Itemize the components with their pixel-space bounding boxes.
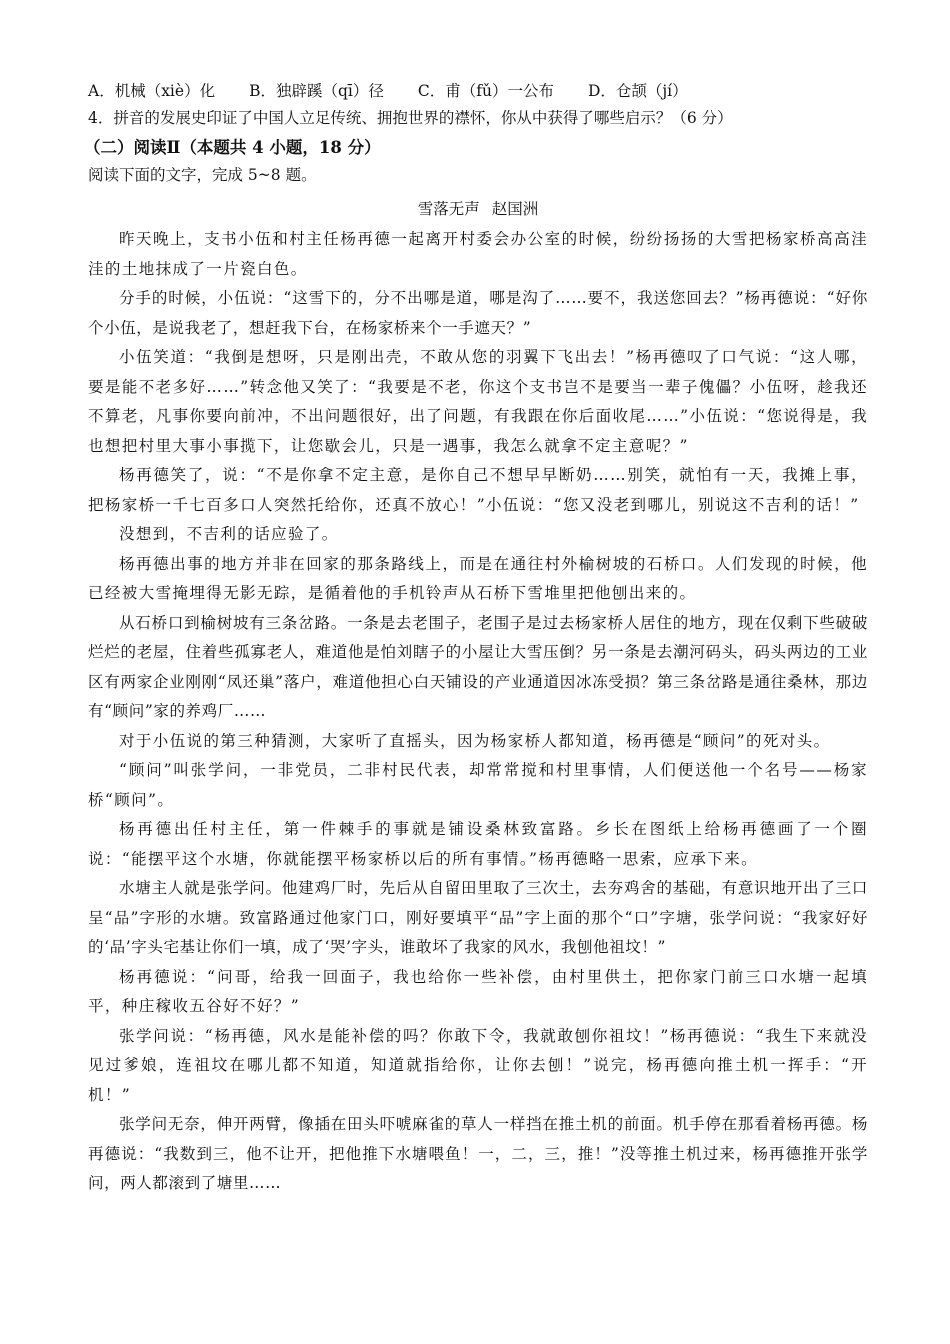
story-paragraph: 杨再德出任村主任，第一件棘手的事就是铺设桑林致富路。乡长在图纸上给杨再德画了一个圈说：“能摆平这个水塘，你就能摆平杨家桥以后的所有事情。”杨再德略一思索，应承下来。 — [88, 820, 868, 868]
story-paragraph: 分手的时候，小伍说：“这雪下的，分不出哪是道，哪是沟了……要不，我送您回去？”杨再德说：“好你个小伍，是说我老了，想赶我下台，在杨家桥来个一手遮天？” — [88, 289, 868, 337]
answer-options — [88, 78, 868, 105]
story-paragraph: 水塘主人就是张学问。他建鸡厂时，先后从自留田里取了三次土，去夯鸡舍的基础，有意识地开出了三口呈“品”字形的水塘。致富路通过他家门口，刚好要填平“品”字上面的那个“口”字塘，张学问说：“我家好好的‘品’字头宅基让你们一填，成了‘哭’字头，谁敢坏了我家的风水，我刨他祖坟！” — [88, 879, 868, 956]
story-paragraph: 张学问无奈，伸开两臂，像插在田头吓唬麻雀的草人一样挡在推土机的前面。机手停在那看着杨再德。杨再德说：“我数到三，他不让开，把他推下水塘喂鱼！一，二，三，推！”没等推土机过来，杨再德推开张学问，两人都滚到了塘里…… — [88, 1115, 868, 1192]
option-c: C．甫（fǔ）一公布 — [417, 82, 554, 100]
story-paragraph: 对于小伍说的第三种猜测，大家听了直摇头，因为杨家桥人都知道，杨再德是“顾问”的死对头。 — [119, 731, 831, 750]
exam-page — [84, 78, 868, 1199]
story-paragraph: 昨天晚上，支书小伍和村主任杨再德一起离开村委会办公室的时候，纷纷扬扬的大雪把杨家桥高高洼洼的土地抹成了一片瓷白色。 — [88, 230, 868, 278]
story-body — [88, 225, 868, 1199]
story-paragraph: 杨再德说：“问哥，给我一回面子，我也给你一些补偿，由村里供土，把你家门前三口水塘一起填平，种庄稼收五谷好不好？” — [88, 967, 868, 1015]
reading-instruction: 阅读下面的文字，完成 5~8 题。 — [88, 166, 317, 184]
story-paragraph: 张学问说：“杨再德，风水是能补偿的吗？你敢下令，我就敢刨你祖坟！”杨再德说：“我生下来就没见过爹娘，连祖坟在哪儿都不知道，知道就指给你，让你去刨！”说完，杨再德向推土机一挥手：“开机！” — [88, 1026, 868, 1104]
option-b: B．独辟蹊（qī）径 — [249, 82, 384, 100]
story-author: 赵国洲 — [491, 200, 539, 218]
section-heading: （二）阅读Ⅱ（本题共 4 小题，18 分） — [84, 138, 381, 157]
story-title-line — [88, 195, 868, 223]
story-paragraph: 从石桥口到榆树坡有三条岔路。一条是去老围子，老围子是过去杨家桥人居住的地方，现在仅剩下些破破烂烂的老屋，住着些孤寡老人，难道他是怕刘瞎子的小屋让大雪压倒？另一条是去潮河码头，码头两边的工业区有两家企业刚刚“凤还巢”落户，难道他担心白天铺设的产业通道因冰冻受损？第三条岔路是通往桑林，那边有“顾问”家的养鸡厂…… — [88, 613, 868, 720]
option-a: A．机械（xiè）化 — [88, 82, 216, 100]
option-d: D．仓颉（jí） — [587, 82, 688, 100]
story-paragraph: 小伍笑道：“我倒是想呀，只是刚出壳，不敢从您的羽翼下飞出去！”杨再德叹了口气说：“这人哪，要是能不老多好……”转念他又笑了：“我要是不老，你这个支书岂不是要当一辈子傀儡？小伍呀，趁我还不算老，凡事你要向前冲，不出问题很好，出了问题，有我跟在你后面收尾……”小伍说：“您说得是，我也想把村里大事小事揽下，让您歇会儿，只是一遇事，我怎么就拿不定主意呢？” — [88, 348, 868, 455]
story-title: 雪落无声 — [417, 200, 480, 218]
story-paragraph: 杨再德笑了，说：“不是你拿不定主意，是你自己不想早早断奶……别笑，就怕有一天，我摊上事，把杨家桥一千七百多口人突然托给你，还真不放心！”小伍说：“您又没老到哪儿，别说这不吉利的话！” — [88, 466, 868, 514]
story-paragraph: “顾问”叫张学问，一非党员，二非村民代表，却常常搅和村里事情，人们便送他一个名号——杨家桥“顾问”。 — [88, 761, 868, 809]
story-paragraph: 杨再德出事的地方并非在回家的那条路线上，而是在通往村外榆树坡的石桥口。人们发现的时候，他已经被大雪掩埋得无影无踪，是循着他的手机铃声从石桥下雪堆里把他刨出来的。 — [88, 554, 868, 602]
question-4: 4．拼音的发展史印证了中国人立足传统、拥抱世界的襟怀，你从中获得了哪些启示？（6 分） — [88, 109, 733, 127]
story-paragraph: 没想到，不吉利的话应验了。 — [119, 525, 339, 543]
